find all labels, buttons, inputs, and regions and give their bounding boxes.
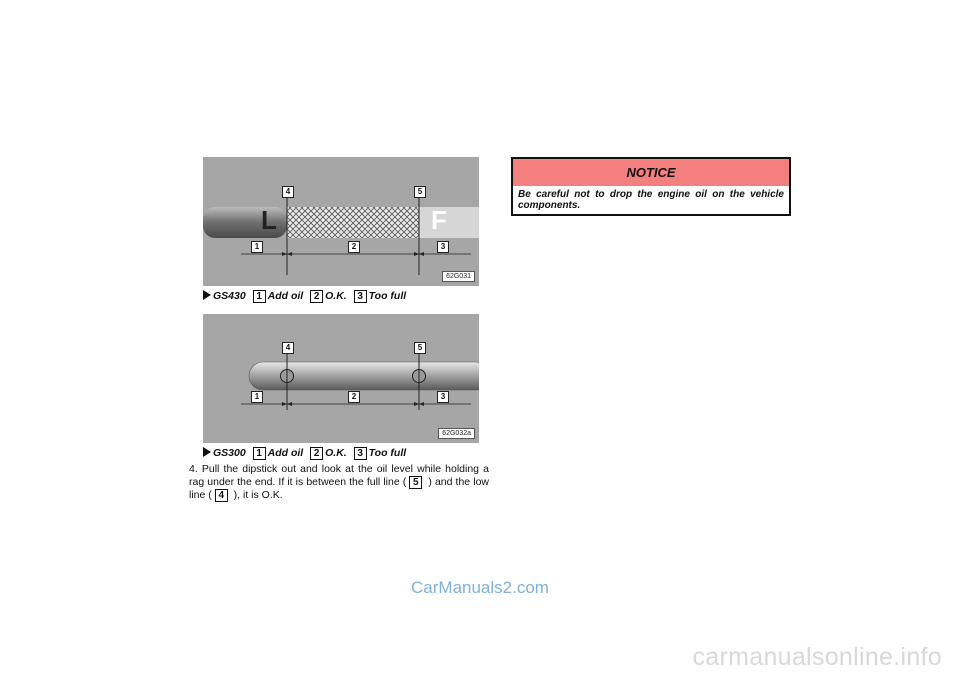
marker-1: 1 (251, 241, 263, 253)
caption-text-1: Add oil (267, 447, 304, 459)
low-line-ref: 4 (215, 489, 228, 502)
caption-gs300 (203, 447, 406, 460)
step-text-part1: 4. Pull the dipstick out and look at the oil level while holding a rag under the end. If it is between the full line ( (189, 463, 489, 488)
marker-2: 2 (348, 241, 360, 253)
caption-model: GS300 (213, 447, 246, 459)
caption-text-1: Add oil (267, 290, 304, 302)
caption-gs430 (203, 290, 406, 303)
marker-3: 3 (437, 391, 449, 403)
caption-num-1: 1 (253, 290, 266, 303)
marker-4: 4 (282, 186, 294, 198)
caption-text-3: Too full (368, 290, 407, 302)
low-letter-l: L (261, 205, 277, 235)
caption-text-2: O.K. (325, 447, 347, 459)
triangle-bullet-icon (203, 290, 211, 300)
triangle-bullet-icon (203, 447, 211, 457)
notice-text: Be careful not to drop the engine oil on the vehicle components. (518, 189, 784, 211)
caption-num-2: 2 (310, 447, 323, 460)
step-text-part2: ) and the low line ( (189, 475, 489, 501)
marker-5: 5 (414, 186, 426, 198)
step-4-text (189, 463, 489, 502)
caption-num-3: 3 (354, 290, 367, 303)
footer-watermark: carmanualsonline.info (692, 643, 942, 671)
dipstick-figure-gs430 (203, 157, 479, 286)
marker-4: 4 (282, 342, 294, 354)
watermark-link[interactable]: CarManuals2.com (411, 578, 549, 597)
marker-3: 3 (437, 241, 449, 253)
notice-title: NOTICE (513, 159, 789, 186)
dipstick-illustration-gs300 (203, 314, 479, 443)
marker-5: 5 (414, 342, 426, 354)
marker-2: 2 (348, 391, 360, 403)
dipstick-figure-gs300 (203, 314, 479, 443)
notice-box (511, 157, 791, 216)
caption-num-2: 2 (310, 290, 323, 303)
step-text-part3: ), it is O.K. (230, 488, 283, 501)
caption-text-3: Too full (368, 447, 407, 459)
full-letter-f: F (431, 205, 447, 235)
caption-text-2: O.K. (325, 290, 347, 302)
marker-1: 1 (251, 391, 263, 403)
figure-code: 62G032a (438, 428, 475, 439)
caption-num-1: 1 (253, 447, 266, 460)
caption-model: GS430 (213, 290, 246, 302)
caption-num-3: 3 (354, 447, 367, 460)
full-line-ref: 5 (409, 476, 422, 489)
figure-code: 62G031 (442, 271, 475, 282)
